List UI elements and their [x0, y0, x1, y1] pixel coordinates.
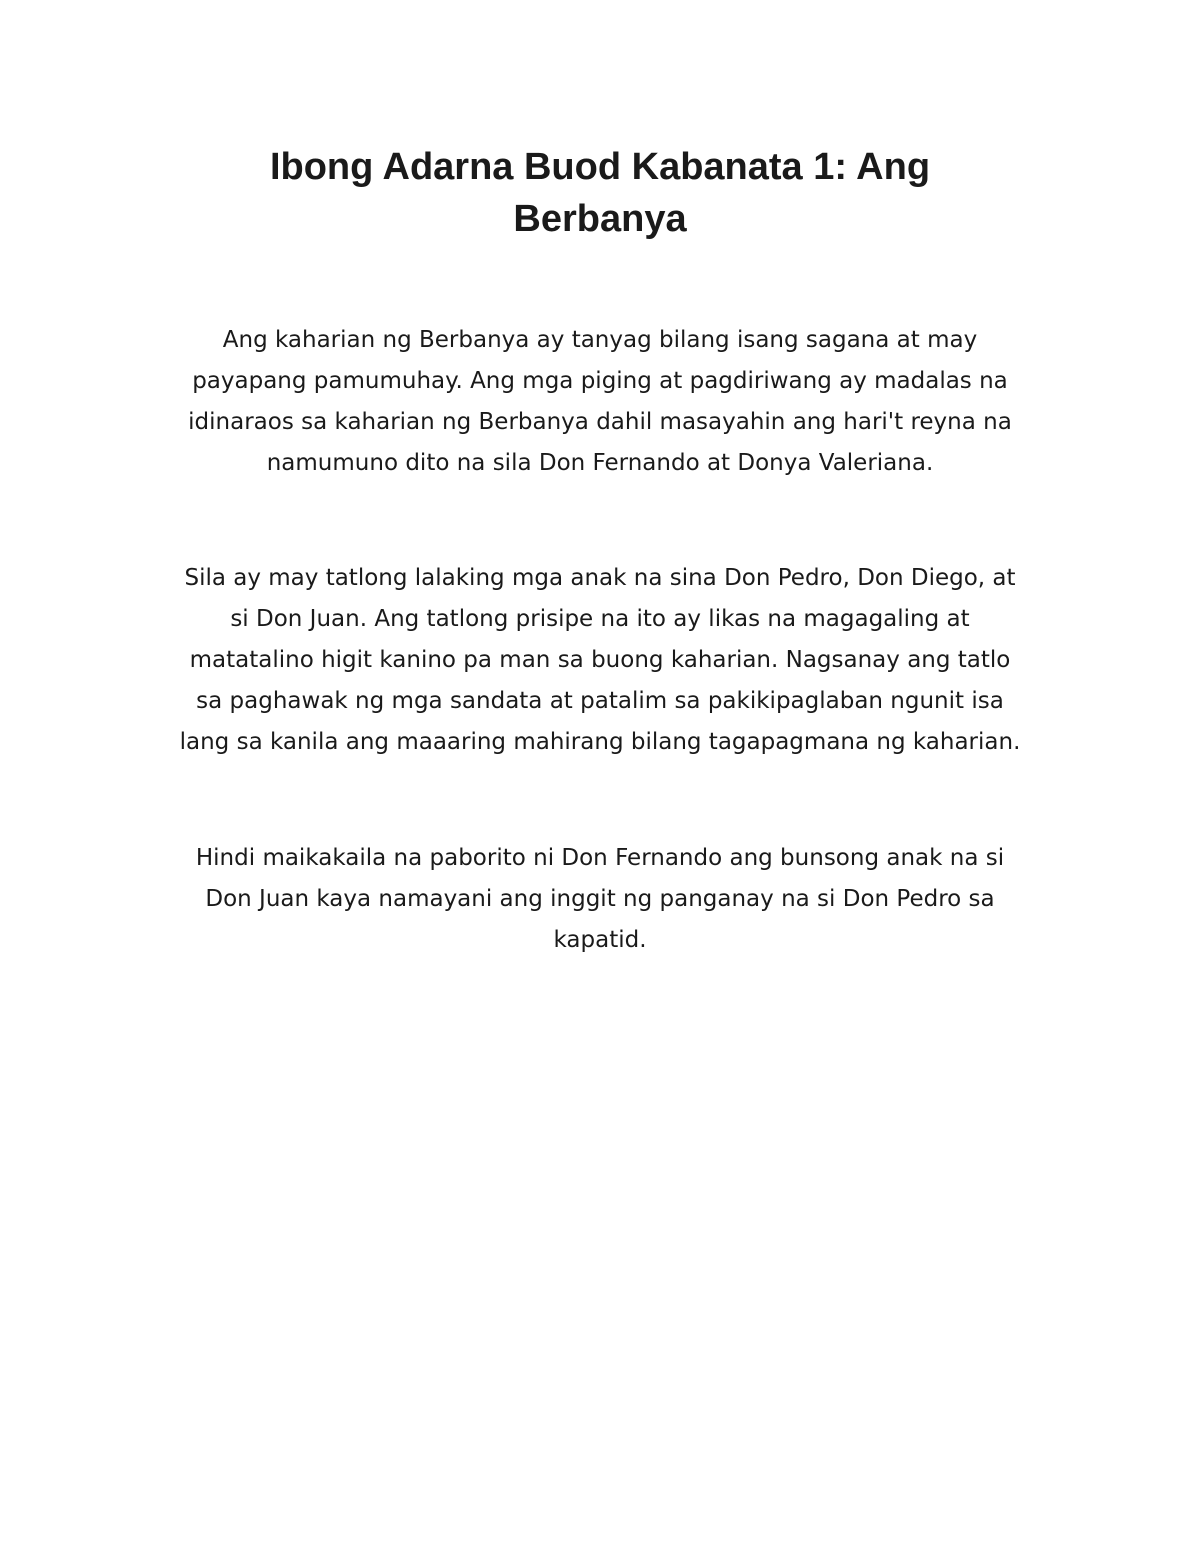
- paragraph-line: Sila ay may tatlong lalaking mga anak na sina Don Pedro, Don Diego, at: [184, 565, 1016, 591]
- paragraph-2: [140, 558, 1060, 763]
- paragraph-line: Hindi maikakaila na paborito ni Don Fernando ang bunsong anak na si: [195, 845, 1005, 871]
- document-title: [150, 141, 1050, 245]
- paragraph-line: matatalino higit kanino pa man sa buong kaharian. Nagsanay ang tatlo: [189, 647, 1011, 673]
- title-line-2: Berbanya: [513, 198, 687, 240]
- paragraph-line: idinaraos sa kaharian ng Berbanya dahil masayahin ang hari't reyna na: [188, 409, 1012, 435]
- paragraph-1: [140, 320, 1060, 484]
- paragraph-line: Ang kaharian ng Berbanya ay tanyag bilang isang sagana at may: [222, 327, 978, 353]
- paragraph-line: lang sa kanila ang maaaring mahirang bilang tagapagmana ng kaharian.: [179, 729, 1021, 755]
- paragraph-3: [140, 838, 1060, 961]
- paragraph-line: Don Juan kaya namayani ang inggit ng panganay na si Don Pedro sa: [205, 886, 995, 912]
- paragraph-line: sa paghawak ng mga sandata at patalim sa pakikipaglaban ngunit isa: [196, 688, 1004, 714]
- title-line-1: Ibong Adarna Buod Kabanata 1: Ang: [269, 146, 931, 188]
- paragraph-line: kapatid.: [553, 927, 647, 953]
- paragraph-line: si Don Juan. Ang tatlong prisipe na ito ay likas na magagaling at: [230, 606, 970, 632]
- paragraph-line: namumuno dito na sila Don Fernando at Donya Valeriana.: [266, 450, 934, 476]
- paragraph-line: payapang pamumuhay. Ang mga piging at pagdiriwang ay madalas na: [192, 368, 1008, 394]
